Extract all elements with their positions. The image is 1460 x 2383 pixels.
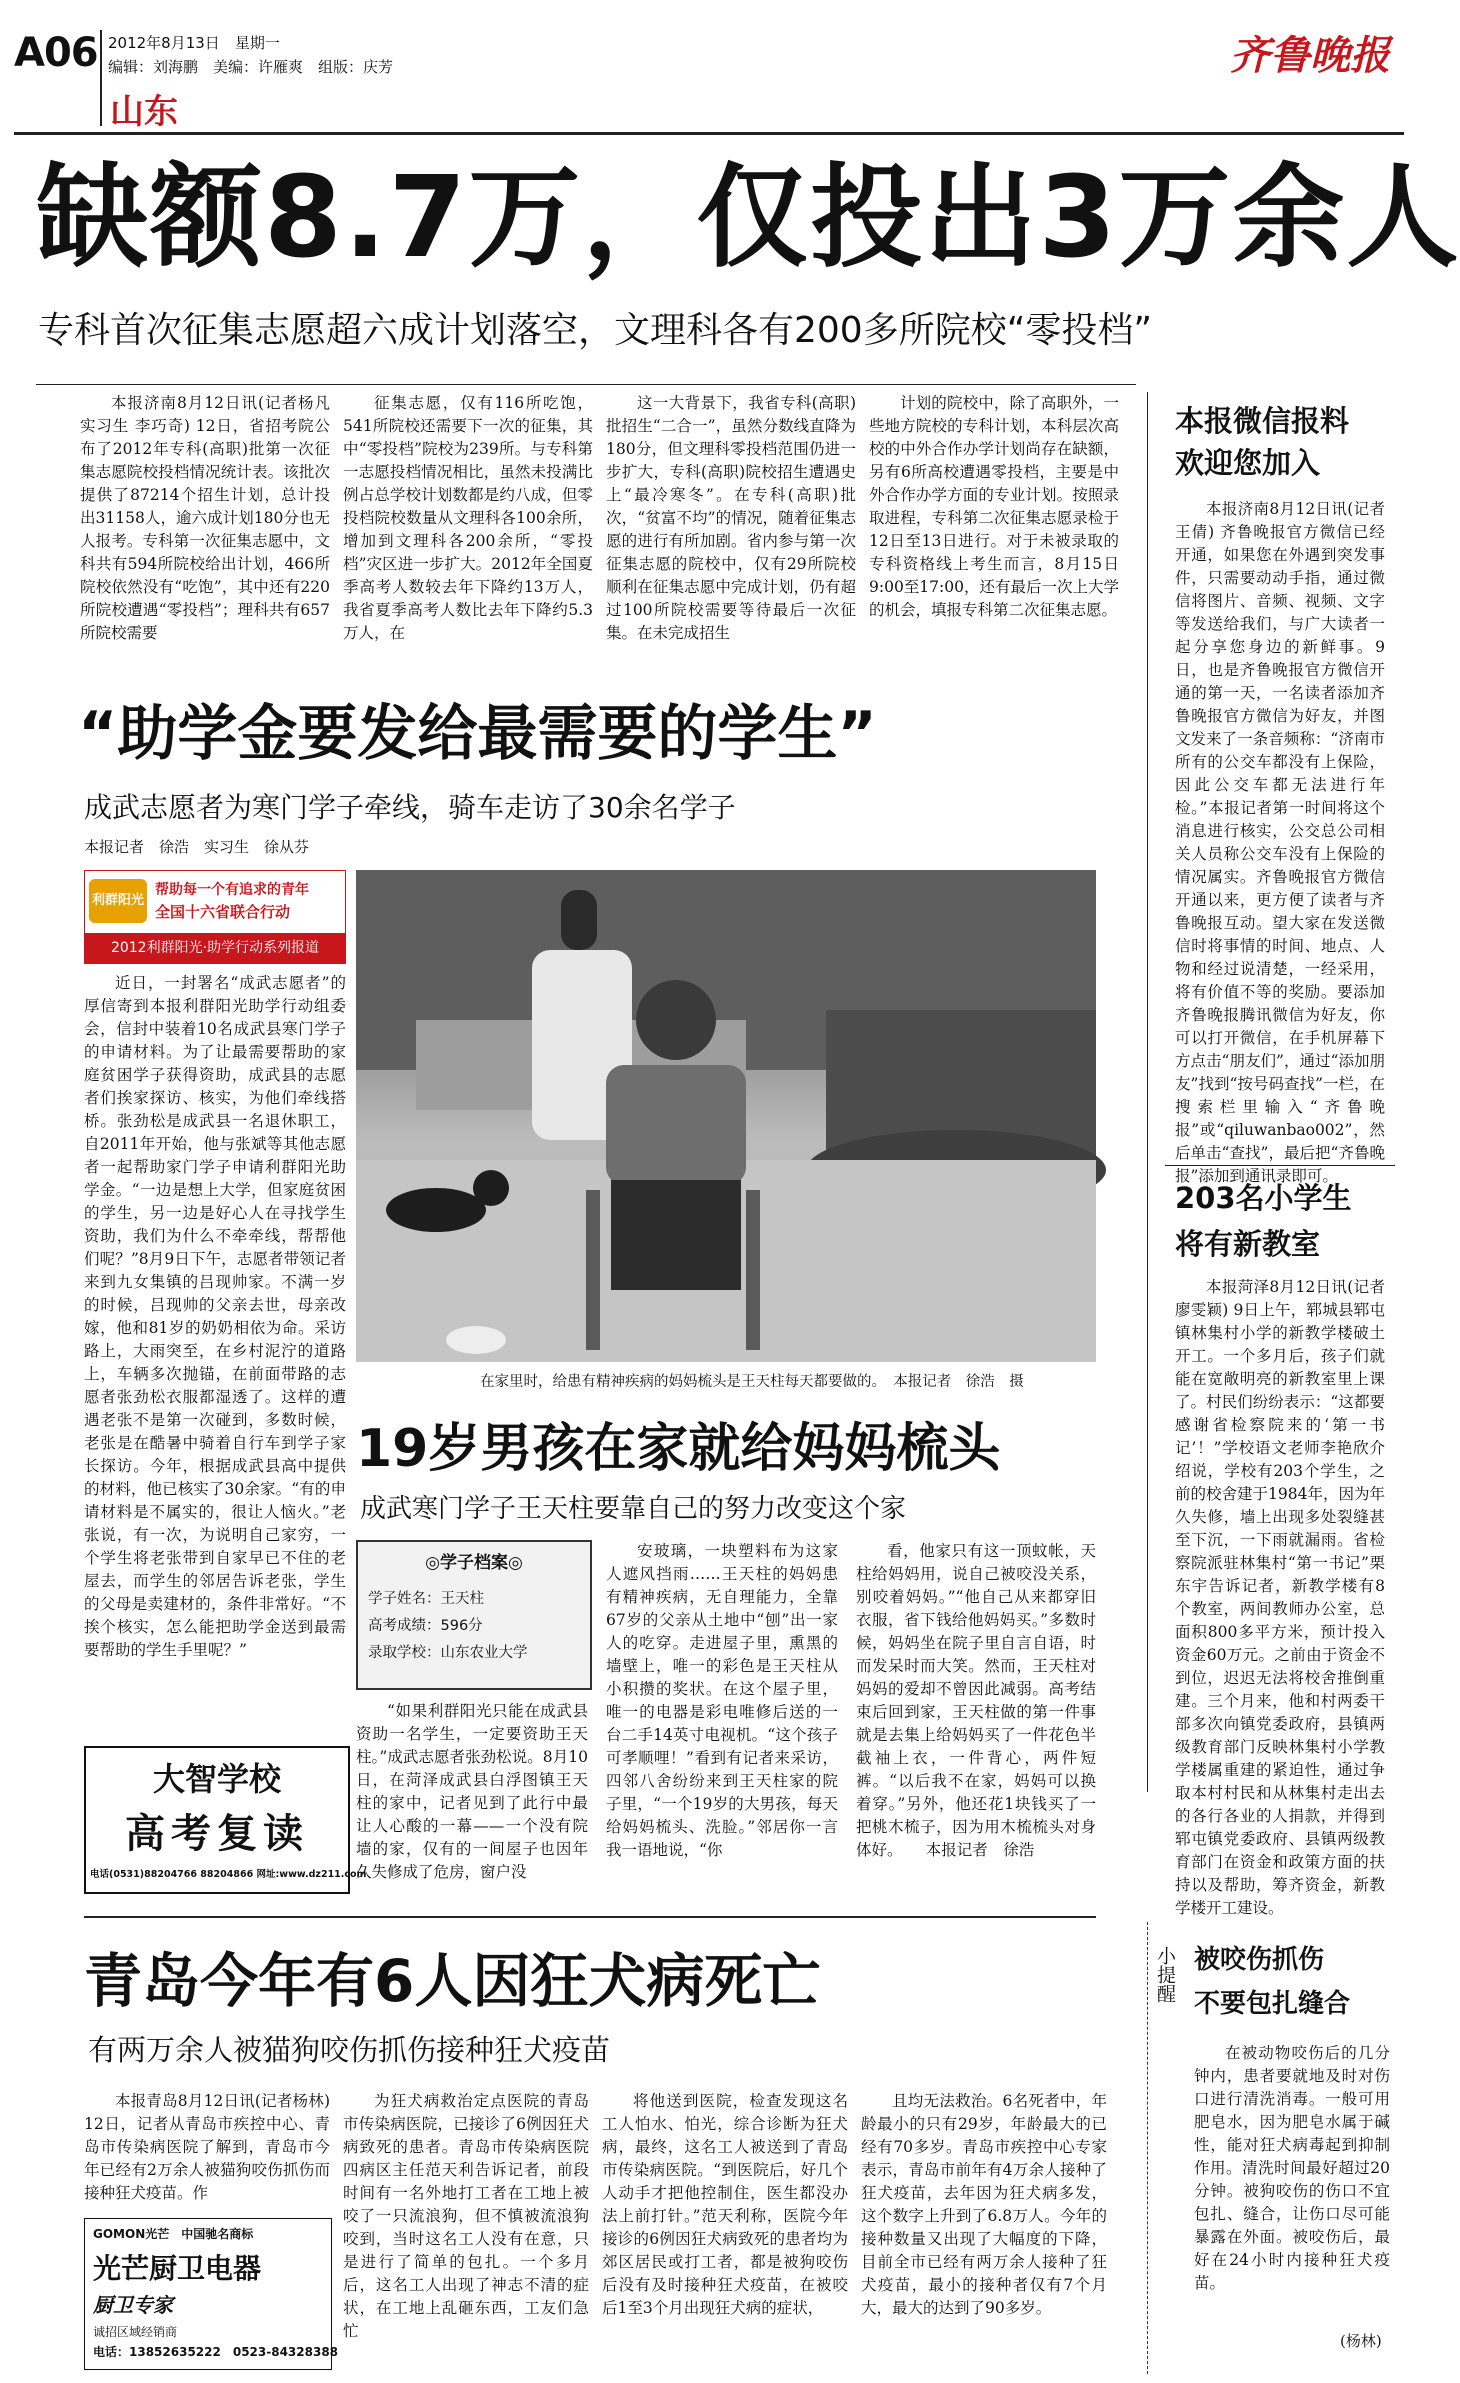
paper-logo: 齐鲁晚报 — [1230, 32, 1390, 79]
article4-text-1: 本报青岛8月12日讯(记者杨林) 12日，记者从青岛市疾控中心、青岛市传染病医院了解到，青岛市今年已经有2万余人被猫狗咬伤抓伤而接种狂犬疫苗。作 — [84, 2092, 330, 2202]
tips-title — [1194, 1938, 1350, 2026]
article2-subhead: 成武志愿者为寒门学子牵线，骑车走访了30余名学子 — [84, 791, 736, 824]
article2-body — [84, 972, 346, 1720]
photo-caption: 在家里时，给患有精神疾病的妈妈梳头是王天柱每天都要做的。 本报记者 徐浩 摄 — [480, 1374, 1024, 1390]
article4-col4 — [861, 2090, 1107, 2372]
article3-text-1: “如果利群阳光只能在成武县资助一名学生，一定要资助王天柱。”成武志愿者张劲松说。8月10日，在菏泽成武县白浮图镇王天柱的家中，记者见到了此行中最让人心酸的一幕——一个没有院墙的家，仅有的一间屋子也因年久失修成了危房，窗户没 — [356, 1702, 588, 1881]
tips-credit: (杨林) — [1340, 2332, 1382, 2350]
date-text: 2012年8月13日 — [108, 34, 220, 52]
article1-text-2: 征集志愿，仅有116所吃饱，541所院校还需要下一次的征集，其中“零投档”院校为239所。与专科第一志愿投档情况相比，虽然未投满比例占总学校计划数都是约八成，但零投档院校数量从文理科各100余所，增加到文理科各200余所，“零投档”灾区进一步扩大。2012年全国夏季高考人数较去年下降约13万人，我省夏季高考人数比去年下降约5.3万人，在 — [343, 394, 593, 642]
ad-kitchen-product: 光芒厨卫电器 — [93, 2252, 262, 2285]
ad-school-slogan: 高考复读 — [125, 1811, 309, 1857]
masthead-rule — [14, 132, 1404, 135]
article1-col3 — [606, 392, 856, 642]
ad-kitchen-phones: 电话：13852635222 0523-84328388 — [93, 2345, 339, 2359]
school-title — [1175, 1175, 1352, 1267]
article1-text-1: 本报济南8月12日讯(记者杨凡 实习生 李巧奇) 12日，省招考院公布了2012年专科(高职)批第一次征集志愿院校投档情况统计表。该批次提供了87214个招生计划，总计投出31158人，逾六成计划180分也无人报考。专科第一次征集志愿中，文科共有594所院校给出计划，466所院校依然没有“吃饱”，其中还有220所院校遭遇“零投档”；理科共有657所院校需要 — [80, 394, 330, 642]
ad-gomon-kitchen — [84, 2218, 339, 2370]
photo-illustration — [356, 870, 1096, 1362]
article3-col3 — [856, 1540, 1096, 1906]
article-rule-2 — [84, 1916, 1096, 1918]
school-body — [1175, 1276, 1385, 1917]
tips-label: 小提醒 — [1154, 1946, 1176, 2003]
article4-subhead: 有两万余人被猫狗咬伤抓伤接种狂犬疫苗 — [88, 2033, 611, 2067]
article3-text-3: 看，他家只有这一顶蚊帐，天柱给妈妈用，说自己被咬没关系，别咬着妈妈。”“他自己从来都穿旧衣服，省下钱给他妈妈买。”多数时候，妈妈坐在院子里自言自语，时而发呆时而大笑。然而，王天柱对妈妈的爱却不曾因此减弱。高考结束后回到家，王天柱做的第一件事就是去集上给妈妈买了一件花色半截袖上衣，一件背心，两件短裤。“以后我不在家，妈妈可以换着穿。”另外，他还花1块钱买了一把桃木梳子，因为用木梳梳头对身体好。 本报记者 徐浩 — [856, 1542, 1096, 1859]
article4-col3 — [602, 2090, 848, 2372]
photo-mother-son — [356, 870, 1096, 1362]
ad-school-name: 大智学校 — [152, 1760, 281, 1798]
article1-subhead: 专科首次征集志愿超六成计划落空，文理科各有200多所院校“零投档” — [38, 310, 1153, 351]
article4-col2 — [343, 2090, 589, 2372]
ad-dazhi-school — [84, 1746, 367, 1894]
section-title: 山东 — [110, 92, 178, 132]
article1-text-4: 计划的院校中，除了高职外，一些地方院校的专科计划，本科层次高校的中外合作办学计划尚存在缺额，另有6所高校遭遇零投档，主要是中外合作办学方面的专业计划。按照录取进程，专科第二次征集志愿录检于12日至13日进行。对于未被录取的专科资格线上考生而言，8月15日9:00至17:00，还有最后一次上大学的机会，填报专科第二次征集志愿。 — [869, 394, 1119, 619]
article1-col2 — [343, 392, 593, 642]
tips-title-line2: 不要包扎缝合 — [1194, 1989, 1351, 2019]
school-text: 本报菏泽8月12日讯(记者 廖雯颖) 9日上午，郓城县郓屯镇林集村小学的新教学楼破土开工。一个多月后，孩子们就能在宽敞明亮的新教室里上课了。村民们纷纷表示：“这都要感谢省检察院来的‘第一书记’！”学校语文老师李艳欣介绍说，学校有203个学生，之前的校舍建于1984年，因为年久失修，墙上出现多处裂缝甚至下沉，一下雨就漏雨。省检察院派驻林集村“第一书记”栗东宇告诉记者，新教学楼有8个教室，两间教师办公室，总面积800多平方米，预计投入资金60万元。之前由于资金不到位，迟迟无法将校舍推倒重建。三个月来，他和村两委干部多次向镇党委政府，县镇两级教育部门反映林集村小学教学楼属重建的紧迫性，通过争取本村村民和从林集村走出去的各行各业的人捐款，并得到郓屯镇党委政府、县镇两级教育部门在资金和政策方面的扶持以及帮助，筹齐资金，新教学楼开工建设。 — [1175, 1278, 1385, 1917]
article4-text-2: 为狂犬病救治定点医院的青岛市传染病医院，已接诊了6例因狂犬病致死的患者。青岛市传染病医院四病区主任范天利告诉记者，前段时间有一名外地打工者在工地上被咬了一只流浪狗，但不慎被流浪狗咬到，当时这名工人没有在意，只是进行了简单的包扎。一个多月后，这名工人出现了神志不清的症状，在工地上乱砸东西，工友们急忙 — [343, 2092, 589, 2340]
article1-headline: 缺额8.7万，仅投出3万余人 — [36, 153, 1460, 283]
article1-col4 — [869, 392, 1119, 642]
wechat-body — [1175, 498, 1385, 1185]
campaign-brand: 利群阳光 — [89, 879, 147, 923]
campaign-logo — [84, 870, 346, 964]
article2-text: 近日，一封署名“成武志愿者”的厚信寄到本报利群阳光助学行动组委会，信封中装着10名成武县寒门学子的申请材料。为了让最需要帮助的家庭贫困学子获得资助，成武县的志愿者们挨家探访、核实，为他们牵线搭桥。张劲松是成武县一名退休职工，自2011年开始，他与张斌等其他志愿者一起帮助家门学子申请利群阳光助学金。“一边是想上大学，但家庭贫困的学生，另一边是好心人在寻找学生资助，我们为什么不牵牵线，帮帮他们呢？”8月9日下午，志愿者带领记者来到九女集镇的吕现帅家。不满一岁的时候，吕现帅的父亲去世，母亲改嫁，他和81岁的奶奶相依为命。采访路上，大雨突至，在乡村泥泞的道路上，车辆多次抛锚，在前面带路的志愿者张劲松衣服都湿透了。这样的遭遇老张不是第一次碰到，多数时候，老张是在酷暑中骑着自行车到学子家长探访。今年，根据成武县高中提供的材料，他已核实了30余家。“有的申请材料是不属实的，很让人恼火。”老张说，有一次，为说明自己家穷，一个学生将老张带到自家早已不住的老屋去，而学生的邻居告诉老张，学生的父母是卖建材的，条件非常好。“不挨个核实，怎么能把助学金送到最需要帮助的学生手里呢？” — [84, 974, 346, 1659]
wechat-title — [1175, 400, 1349, 484]
article2-headline: “助学金要发给最需要的学生” — [78, 699, 877, 769]
editors-line: 编辑：刘海鹏 美编：许雁爽 组版：庆芳 — [108, 58, 394, 76]
profile-score: 高考成绩：596分 — [368, 1618, 483, 1634]
article3-col1 — [356, 1700, 588, 1904]
article3-col2 — [606, 1540, 838, 1906]
tips-text: 在被动物咬伤后的几分钟内，患者要就地及时对伤口进行清洗消毒。一般可用肥皂水，因为肥皂水属于碱性，能对狂犬病毒起到抑制作用。清洗时间最好超过20分钟。被狗咬伤的伤口不宜包扎、缝合，让伤口尽可能暴露在外面。被咬伤后，最好在24小时内接种狂犬疫苗。 — [1194, 2044, 1390, 2292]
ad-kitchen-recruit: 诚招区域经销商 — [93, 2325, 178, 2339]
school-title-line1: 203名小学生 — [1175, 1181, 1352, 1215]
article4-col1 — [84, 2090, 330, 2200]
issue-date — [108, 32, 280, 53]
article4-headline: 青岛今年有6人因狂犬病死亡 — [84, 1947, 821, 2015]
masthead-vrule — [100, 30, 102, 126]
weekday-text: 星期一 — [234, 34, 280, 52]
article4-text-3: 将他送到医院，检查发现这名工人怕水、怕光，综合诊断为狂犬病，最终，这名工人被送到了青岛市传染病医院。“到医院后，好几个人动手才把他控制住，医生都没办法上前打针。”范天利称，医院今年接诊的6例因狂犬病致死的患者均为郊区居民或打工者，都是被狗咬伤后没有及时接种狂犬疫苗，在被咬后1至3个月出现狂犬病的症状， — [602, 2092, 848, 2317]
article3-headline: 19岁男孩在家就给妈妈梳头 — [356, 1419, 1001, 1479]
campaign-line1: 帮助每一个有追求的青年 — [155, 882, 309, 898]
article1-rule — [36, 384, 1136, 385]
wechat-title-line1: 本报微信报料 — [1175, 404, 1350, 438]
student-profile — [356, 1540, 592, 1690]
article1-text-3: 这一大背景下，我省专科(高职)批招生“二合一”，虽然分数线直降为180分，但文理科零投档范围仍进一步扩大，专科(高职)院校招生遭遇史上“最冷寒冬”。在专科(高职)批次，“贫富不均”的情况，随着征集志愿的进行有所加剧。省内参与第一次征集志愿的院校中，仅有29所院校顺利在征集志愿中完成计划，仍有超过100所院校需要等待最后一次征集。在未完成招生 — [606, 394, 856, 642]
article3-text-2: 安玻璃，一块塑料布为这家人遮风挡雨……王天柱的妈妈患有精神疾病，无自理能力，全靠67岁的父亲从土地中“刨”出一家人的吃穿。走进屋子里，熏黑的墙壁上，唯一的彩色是王天柱从小积攒的奖状。在这个屋子里，唯一的电器是彩电唯修后送的一台二手14英寸电视机。“这个孩子可孝顺哩！”看到有记者来采访，四邻八舍纷纷来到王天柱家的院子里，“一个19岁的大男孩，每天给妈妈梳头、洗脸。”邻居你一言我一语地说，“你 — [606, 1542, 838, 1859]
article3-subhead: 成武寒门学子王天柱要靠自己的努力改变这个家 — [360, 1494, 907, 1524]
tips-body — [1194, 2042, 1390, 2322]
ad-kitchen-brand: GOMON光芒 中国驰名商标 — [93, 2227, 254, 2241]
profile-name: 学子姓名：王天柱 — [368, 1591, 484, 1607]
article1-col1 — [80, 392, 330, 642]
sidebar-rule-1 — [1165, 1165, 1395, 1166]
wechat-text: 本报济南8月12日讯(记者 王倩) 齐鲁晚报官方微信已经开通，如果您在外遇到突发事件，只需要动动手指，通过微信将图片、音频、视频、文字等发送给我们，与广大读者一起分享您身边的新鲜事。9日，也是齐鲁晚报官方微信开通的第一天，一名读者添加齐鲁晚报官方微信为好友，并图文发来了一条音频称：“济南市所有的公交车都没有上保险，因此公交车都无法进行年检。”本报记者第一时间将这个消息进行核实，公交总公司相关人员称公交车没有上保险的情况属实。齐鲁晚报官方微信开通以来，更方便了读者与齐鲁晚报互动。望大家在发送微信时将事情的时间、地点、人物和经过说清楚，一经采用，将有价值不等的奖励。要添加齐鲁晚报腾讯微信为好友，你可以打开微信，在手机屏幕下方点击“朋友们”，通过“添加朋友”找到“按号码查找”一栏，在搜索栏里输入“齐鲁晚报”或“qiluwanbao002”，然后单击“查找”，最后把“齐鲁晚报”添加到通讯录即可。 — [1175, 500, 1385, 1185]
page-number: A06 — [14, 30, 98, 76]
school-title-line2: 将有新教室 — [1175, 1227, 1321, 1261]
wechat-title-line2: 欢迎您加入 — [1175, 446, 1321, 480]
campaign-line2: 全国十六省联合行动 — [155, 903, 291, 921]
tips-box — [1147, 1922, 1400, 2374]
ad-school-contact: 电话(0531)88204766 88204866 网址:www.dz211.com — [90, 1869, 367, 1880]
article4-text-4: 且均无法救治。6名死者中，年龄最小的只有29岁，年龄最大的已经有70多岁。青岛市疾控中心专家表示，青岛市前年有4万余人接种了狂犬疫苗，去年因为狂犬病多发，这个数字上升到了6.8万人。今年的接种数量又出现了大幅度的下降，目前全市已经有两万余人接种了狂犬疫苗，最小的接种者仅有7个月大，最大的达到了90多岁。 — [861, 2092, 1107, 2317]
sidebar-vrule — [1147, 392, 1148, 1792]
tips-title-line1: 被咬伤抓伤 — [1194, 1945, 1325, 1975]
profile-title: ◎学子档案◎ — [425, 1553, 523, 1573]
article2-byline: 本报记者 徐浩 实习生 徐从芬 — [84, 838, 310, 856]
profile-school: 录取学校：山东农业大学 — [368, 1645, 528, 1661]
campaign-footer: 2012利群阳光·助学行动系列报道 — [85, 933, 345, 963]
ad-kitchen-expert: 厨卫专家 — [93, 2293, 173, 2317]
